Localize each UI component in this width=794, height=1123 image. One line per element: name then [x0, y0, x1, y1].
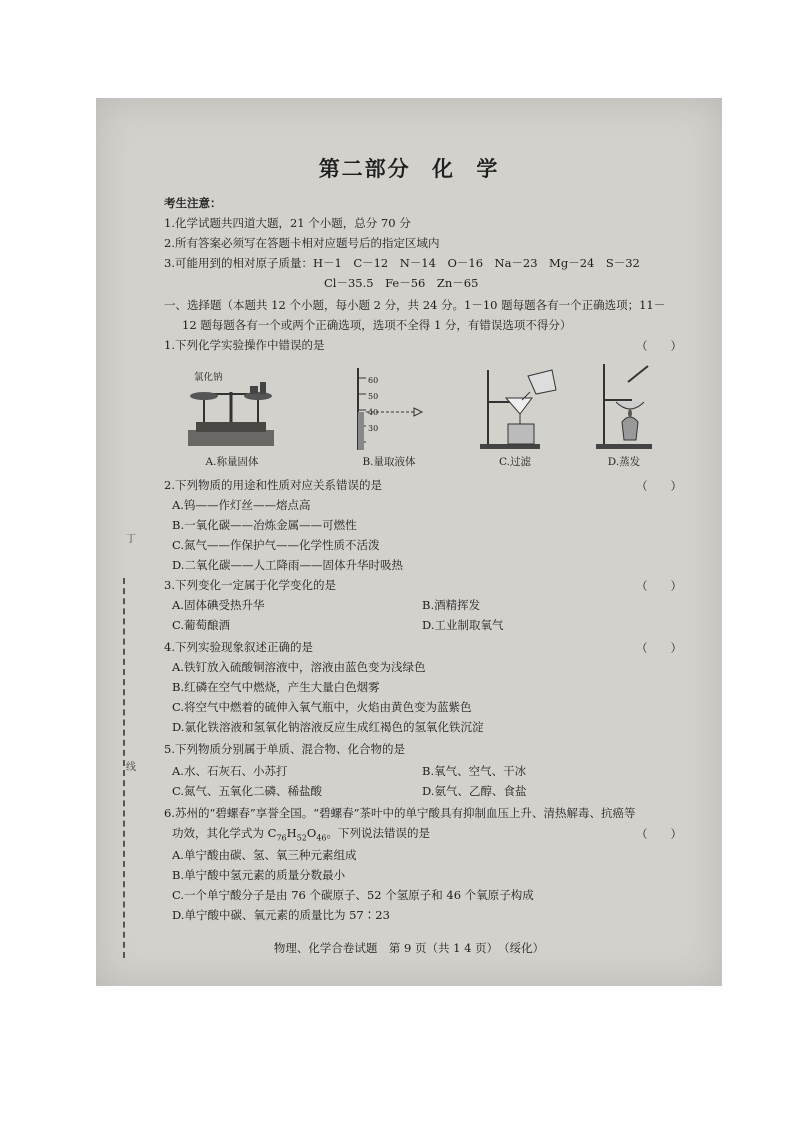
- margin-mark-2: 线: [126, 762, 136, 773]
- exam-page: [96, 98, 722, 986]
- q1-stem: 1.下列化学实验操作中错误的是: [164, 338, 325, 352]
- q2-stem: 2.下列物质的用途和性质对应关系错误的是: [164, 478, 382, 492]
- q1-caption-a: A.称量固体: [205, 456, 259, 468]
- q2-option-b: B.一氧化碳——冶炼金属——可燃性: [172, 518, 357, 532]
- scale-tick-40: 40: [368, 408, 379, 417]
- page-title: [96, 153, 722, 183]
- title-subject-1: 化: [432, 156, 455, 181]
- q5-option-b: B.氧气、空气、干冰: [422, 764, 527, 778]
- q4-option-d: D.氯化铁溶液和氢氧化钠溶液反应生成红褐色的氢氧化铁沉淀: [172, 720, 484, 734]
- q6-formula-post: 。下列说法错误的是: [326, 826, 430, 840]
- notice-item-3: 3.可能用到的相对原子质量：H－1 C－12 N－14 O－16 Na－23 Mg－24 S－32: [164, 256, 640, 270]
- scale-tick-50: 50: [368, 392, 379, 401]
- q6-formula-o: O: [306, 826, 317, 840]
- q2-answer-paren: （ ）: [636, 479, 682, 493]
- q6-sub-h: 52: [296, 833, 307, 843]
- margin-mark-1: 丁: [126, 534, 136, 545]
- q2-option-c: C.氮气——作保护气——化学性质不活泼: [172, 538, 380, 552]
- q3-option-b: B.酒精挥发: [422, 598, 481, 612]
- evaporation-icon: [592, 360, 662, 452]
- title-subject-2: 学: [476, 156, 500, 181]
- notice-heading: 考生注意：: [164, 196, 222, 210]
- q6-stem-line-1: 6.苏州的“碧螺春”享誉全国。“碧螺春”茶叶中的单宁酸具有抑制血压上升、清热解毒、抗癌等: [164, 806, 636, 820]
- title-part: 第二部分: [318, 156, 411, 181]
- q4-option-b: B.红磷在空气中燃烧，产生大量白色烟雾: [172, 680, 380, 694]
- q6-option-c: C.一个单宁酸分子是由 76 个碳原子、52 个氢原子和 46 个氧原子构成: [172, 888, 534, 902]
- notice-item-2: 2.所有答案必须写在答题卡相对应题号后的指定区域内: [164, 236, 440, 250]
- q6-option-d: D.单宁酸中碳、氧元素的质量比为 57∶23: [172, 908, 390, 922]
- q4-option-c: C.将空气中燃着的硫伸入氧气瓶中，火焰由黄色变为蓝紫色: [172, 700, 472, 714]
- q1-caption-c: C.过滤: [499, 456, 531, 468]
- q4-stem: 4.下列实验现象叙述正确的是: [164, 640, 313, 654]
- q6-option-a: A.单宁酸由碳、氢、氧三种元素组成: [172, 848, 357, 862]
- q6-option-b: B.单宁酸中氢元素的质量分数最小: [172, 868, 346, 882]
- section-1-line-1: 一、选择题（本题共 12 个小题，每小题 2 分，共 24 分。1－10 题每题各有一个正确选项；11－: [164, 298, 666, 312]
- q2-option-a: A.钨——作灯丝——熔点高: [172, 498, 311, 512]
- q6-formula-h: H: [286, 826, 297, 840]
- q3-option-c: C.葡萄酿酒: [172, 618, 231, 632]
- q3-option-a: A.固体碘受热升华: [172, 598, 265, 612]
- balance-label: 氯化钠: [194, 372, 223, 383]
- q5-option-d: D.氨气、乙醇、食盐: [422, 784, 527, 798]
- scale-tick-30: 30: [368, 424, 379, 433]
- q3-stem: 3.下列变化一定属于化学变化的是: [164, 578, 336, 592]
- q6-answer-paren: （ ）: [636, 827, 682, 841]
- scale-tick-60: 60: [368, 376, 379, 385]
- page-footer: 物理、化学合卷试题 第 9 页（共 1 4 页） （绥化）: [273, 941, 545, 955]
- q1-caption-b: B.量取液体: [362, 456, 416, 468]
- q6-formula-pre: 功效，其化学式为 C: [172, 826, 277, 840]
- filtration-icon: [474, 362, 564, 452]
- q5-stem: 5.下列物质分别属于单质、混合物、化合物的是: [164, 742, 405, 756]
- binding-line: [123, 578, 125, 958]
- q6-sub-c: 76: [276, 833, 287, 843]
- q4-answer-paren: （ ）: [636, 641, 682, 655]
- q3-answer-paren: （ ）: [636, 579, 682, 593]
- q1-answer-paren: （ ）: [636, 339, 682, 353]
- q4-option-a: A.铁钉放入硫酸铜溶液中，溶液由蓝色变为浅绿色: [172, 660, 426, 674]
- q6-stem-line-2: [172, 826, 430, 845]
- graduated-cylinder-icon: [352, 366, 426, 454]
- section-1-line-2: 12 题每题各有一个或两个正确选项，选项不全得 1 分，有错误选项不得分）: [182, 318, 572, 332]
- q5-option-a: A.水、石灰石、小苏打: [172, 764, 288, 778]
- notice-item-4: Cl－35.5 Fe－56 Zn－65: [324, 276, 479, 290]
- q5-option-c: C.氮气、五氧化二磷、稀盐酸: [172, 784, 323, 798]
- q3-option-d: D.工业制取氧气: [422, 618, 504, 632]
- q6-sub-o: 46: [316, 833, 327, 843]
- notice-item-1: 1.化学试题共四道大题，21 个小题，总分 70 分: [164, 216, 411, 230]
- q1-caption-d: D.蒸发: [607, 456, 641, 468]
- q2-option-d: D.二氧化碳——人工降雨——固体升华时吸热: [172, 558, 403, 572]
